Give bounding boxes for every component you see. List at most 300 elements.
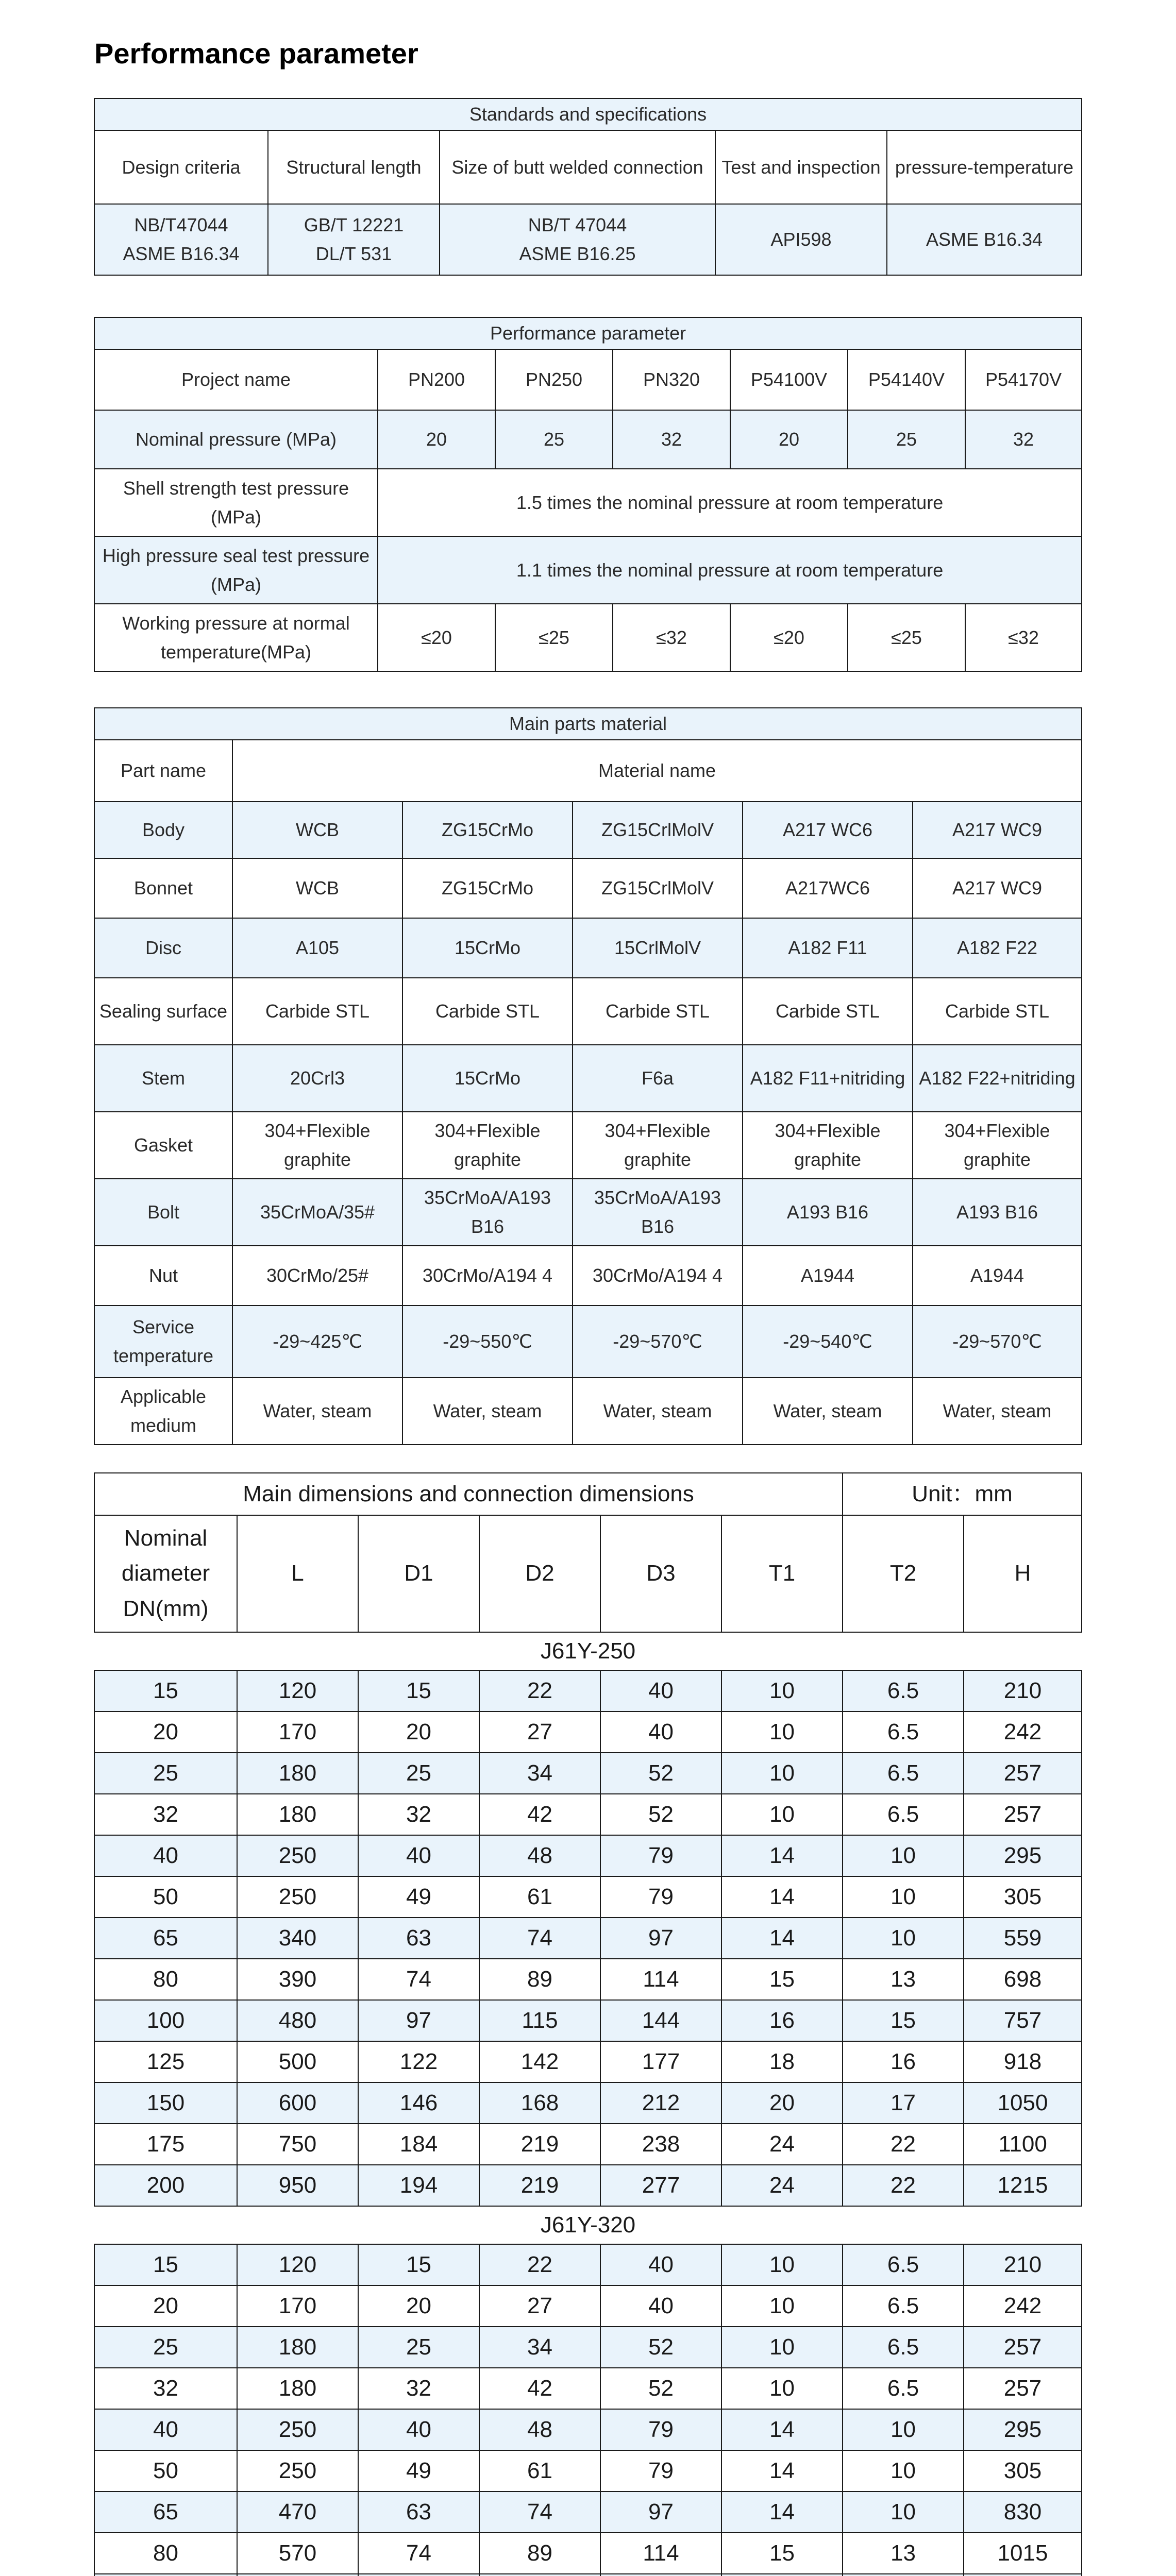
material-value: 30CrMo/A194 4 xyxy=(402,1246,573,1306)
working-pressure-value: ≤25 xyxy=(848,604,965,671)
material-value: 304+Flexible graphite xyxy=(913,1112,1082,1179)
material-value: ZG15CrMo xyxy=(402,802,573,858)
dimension-cell: 20 xyxy=(94,1711,237,1753)
dimension-cell: 32 xyxy=(94,2368,237,2409)
material-name-label: Material name xyxy=(232,740,1082,802)
dimension-cell: 13 xyxy=(843,2533,964,2574)
dimension-cell: 219 xyxy=(479,2124,600,2165)
material-value: A217 WC6 xyxy=(743,802,913,858)
material-value: Carbide STL xyxy=(913,978,1082,1045)
dimension-cell: 50 xyxy=(94,1876,237,1918)
dimension-cell: 250 xyxy=(237,2450,358,2492)
dimension-cell: 79 xyxy=(600,1835,721,1876)
dimension-cell xyxy=(843,2574,964,2576)
dimension-cell: 6.5 xyxy=(843,1753,964,1794)
dimension-cell: 24 xyxy=(721,2165,843,2206)
table-row xyxy=(94,1918,1082,1959)
dimension-cell: 97 xyxy=(600,1918,721,1959)
dimension-cell: 6.5 xyxy=(843,1794,964,1835)
part-name: Gasket xyxy=(94,1112,232,1179)
dimension-cell: 22 xyxy=(479,1670,600,1711)
dimension-cell: 10 xyxy=(721,1794,843,1835)
dimension-cell: 170 xyxy=(237,1711,358,1753)
project-name-label: Project name xyxy=(94,349,378,410)
unit-label: Unit：mm xyxy=(843,1473,1082,1515)
dimension-cell: 52 xyxy=(600,2368,721,2409)
dimension-header: L xyxy=(237,1515,358,1632)
material-value: 304+Flexible graphite xyxy=(402,1112,573,1179)
dimension-cell: 238 xyxy=(600,2124,721,2165)
performance-table xyxy=(94,317,1082,672)
dimension-cell xyxy=(964,2574,1082,2576)
dimension-header: Nominal diameter DN(mm) xyxy=(94,1515,237,1632)
dimensions-title: Main dimensions and connection dimensions xyxy=(94,1473,843,1515)
table-row xyxy=(94,2368,1082,2409)
dimension-cell: 10 xyxy=(721,2285,843,2327)
dimension-cell: 125 xyxy=(94,2041,237,2082)
dimension-cell: 14 xyxy=(721,2409,843,2450)
table-row xyxy=(94,2450,1082,2492)
table-row xyxy=(94,1959,1082,2000)
dimension-cell: 49 xyxy=(358,1876,479,1918)
dimension-cell: 295 xyxy=(964,1835,1082,1876)
dimension-cell: 79 xyxy=(600,2450,721,2492)
material-value: 304+Flexible graphite xyxy=(232,1112,402,1179)
standards-header: Structural length xyxy=(268,130,440,204)
dimension-cell: 830 xyxy=(964,2492,1082,2533)
dimension-cell: 15 xyxy=(358,2244,479,2285)
table-row xyxy=(94,1670,1082,1711)
dimension-cell: 600 xyxy=(237,2082,358,2124)
model-header: PN320 xyxy=(613,349,730,410)
dimension-cell: 500 xyxy=(237,2041,358,2082)
dimension-cell: 89 xyxy=(479,2533,600,2574)
dimension-cell: 144 xyxy=(600,2000,721,2041)
dimension-cell: 6.5 xyxy=(843,1711,964,1753)
dimension-cell: 295 xyxy=(964,2409,1082,2450)
table-row xyxy=(94,1876,1082,1918)
material-value: Carbide STL xyxy=(402,978,573,1045)
dimension-cell: 32 xyxy=(94,1794,237,1835)
material-value: 20Crl3 xyxy=(232,1045,402,1112)
dimension-cell: 14 xyxy=(721,1876,843,1918)
dimension-cell: 14 xyxy=(721,1918,843,1959)
dimension-cell: 698 xyxy=(964,1959,1082,2000)
dimension-cell: 16 xyxy=(843,2041,964,2082)
dimension-cell: 950 xyxy=(237,2165,358,2206)
dimension-cell: 257 xyxy=(964,2327,1082,2368)
dimension-cell: 120 xyxy=(237,2244,358,2285)
part-name: Sealing surface xyxy=(94,978,232,1045)
dimension-cell: 100 xyxy=(94,2000,237,2041)
nominal-pressure-value: 25 xyxy=(495,410,613,469)
dimension-cell: 10 xyxy=(843,1835,964,1876)
nominal-pressure-value: 25 xyxy=(848,410,965,469)
part-name-label: Part name xyxy=(94,740,232,802)
dimension-cell: 242 xyxy=(964,2285,1082,2327)
dimension-cell: 34 xyxy=(479,2327,600,2368)
dimension-cell: 10 xyxy=(721,2244,843,2285)
working-pressure-value: ≤25 xyxy=(495,604,613,671)
dimension-cell: 74 xyxy=(479,1918,600,1959)
dimension-cell: 40 xyxy=(600,2285,721,2327)
standards-title: Standards and specifications xyxy=(94,98,1082,130)
material-value: WCB xyxy=(232,858,402,918)
dimension-header: D2 xyxy=(479,1515,600,1632)
nominal-pressure-value: 32 xyxy=(965,410,1082,469)
material-value: ZG15CrMo xyxy=(402,858,573,918)
dimension-cell: 74 xyxy=(358,1959,479,2000)
standards-header: pressure-temperature xyxy=(887,130,1082,204)
dimension-cell: 27 xyxy=(479,2285,600,2327)
dimension-cell: 48 xyxy=(479,2409,600,2450)
dimension-cell: 34 xyxy=(479,1753,600,1794)
standards-value: GB/T 12221 DL/T 531 xyxy=(268,204,440,275)
dimension-cell: 6.5 xyxy=(843,2368,964,2409)
table-row xyxy=(94,2244,1082,2285)
materials-title: Main parts material xyxy=(94,708,1082,740)
standards-value: NB/T47044 ASME B16.34 xyxy=(94,204,268,275)
dimension-cell: 52 xyxy=(600,1753,721,1794)
dimensions-body xyxy=(94,1632,1082,2576)
dimension-cell: 40 xyxy=(358,1835,479,1876)
dimension-cell: 918 xyxy=(964,2041,1082,2082)
material-value: Water, steam xyxy=(232,1378,402,1445)
standards-header: Size of butt welded connection xyxy=(440,130,715,204)
dimension-cell: 27 xyxy=(479,1711,600,1753)
dimension-cell: 305 xyxy=(964,2450,1082,2492)
seal-test-value: 1.1 times the nominal pressure at room temperature xyxy=(378,536,1082,604)
dimension-cell: 63 xyxy=(358,2492,479,2533)
standards-value: NB/T 47044 ASME B16.25 xyxy=(440,204,715,275)
dimension-cell: 142 xyxy=(479,2041,600,2082)
dimension-cell: 10 xyxy=(843,2450,964,2492)
material-value: A105 xyxy=(232,918,402,978)
performance-title: Performance parameter xyxy=(94,317,1082,349)
dimension-cell: 750 xyxy=(237,2124,358,2165)
material-value: 35CrMoA/A193 B16 xyxy=(402,1179,573,1246)
material-value: Water, steam xyxy=(402,1378,573,1445)
dimension-cell: 20 xyxy=(358,2285,479,2327)
dimension-header: T2 xyxy=(843,1515,964,1632)
dimension-cell: 97 xyxy=(358,2000,479,2041)
dimension-cell: 10 xyxy=(843,1918,964,1959)
dimension-header: D1 xyxy=(358,1515,479,1632)
dimension-cell: 1100 xyxy=(964,2124,1082,2165)
dimension-cell: 177 xyxy=(600,2041,721,2082)
material-value: 304+Flexible graphite xyxy=(743,1112,913,1179)
dimension-cell xyxy=(94,2574,237,2576)
dimension-cell: 79 xyxy=(600,1876,721,1918)
nominal-pressure-value: 20 xyxy=(730,410,848,469)
dimension-cell: 22 xyxy=(843,2124,964,2165)
table-row xyxy=(94,2492,1082,2533)
dimension-cell: 242 xyxy=(964,1711,1082,1753)
dimension-cell: 25 xyxy=(358,1753,479,1794)
dimension-cell: 757 xyxy=(964,2000,1082,2041)
dimension-cell xyxy=(721,2574,843,2576)
dimension-cell: 10 xyxy=(721,1711,843,1753)
material-value: -29~570℃ xyxy=(573,1306,743,1378)
dimension-cell: 79 xyxy=(600,2409,721,2450)
dimension-cell: 20 xyxy=(94,2285,237,2327)
standards-table xyxy=(94,98,1082,276)
material-value: 35CrMoA/35# xyxy=(232,1179,402,1246)
material-value: Water, steam xyxy=(743,1378,913,1445)
dimension-cell: 49 xyxy=(358,2450,479,2492)
dimension-cell: 22 xyxy=(843,2165,964,2206)
model-header: PN200 xyxy=(378,349,495,410)
table-row xyxy=(94,1753,1082,1794)
dimension-cell: 114 xyxy=(600,2533,721,2574)
dimension-cell: 40 xyxy=(600,1670,721,1711)
dimension-cell: 175 xyxy=(94,2124,237,2165)
dimension-cell: 150 xyxy=(94,2082,237,2124)
nominal-pressure-value: 32 xyxy=(613,410,730,469)
nominal-pressure-value: 20 xyxy=(378,410,495,469)
dimension-cell: 15 xyxy=(94,1670,237,1711)
material-value: A182 F11 xyxy=(743,918,913,978)
material-value: A1944 xyxy=(743,1246,913,1306)
dimension-cell: 52 xyxy=(600,1794,721,1835)
model-subheader: J61Y-320 xyxy=(94,2206,1082,2244)
dimension-cell xyxy=(237,2574,358,2576)
dimension-cell: 212 xyxy=(600,2082,721,2124)
dimension-cell: 10 xyxy=(843,1876,964,1918)
material-value: 30CrMo/A194 4 xyxy=(573,1246,743,1306)
material-value: -29~570℃ xyxy=(913,1306,1082,1378)
dimension-cell: 97 xyxy=(600,2492,721,2533)
dimension-cell: 15 xyxy=(721,1959,843,2000)
table-row xyxy=(94,2574,1082,2576)
dimension-cell: 42 xyxy=(479,1794,600,1835)
dimension-cell: 32 xyxy=(358,1794,479,1835)
dimension-cell: 470 xyxy=(237,2492,358,2533)
shell-test-value: 1.5 times the nominal pressure at room temperature xyxy=(378,469,1082,536)
dimension-cell: 10 xyxy=(843,2492,964,2533)
dimension-cell: 61 xyxy=(479,1876,600,1918)
dimension-cell: 180 xyxy=(237,1794,358,1835)
page-title: Performance parameter xyxy=(94,37,418,70)
part-name: Bolt xyxy=(94,1179,232,1246)
part-name: Service temperature xyxy=(94,1306,232,1378)
material-value: ZG15CrlMolV xyxy=(573,802,743,858)
dimension-cell: 48 xyxy=(479,1835,600,1876)
dimension-cell xyxy=(600,2574,721,2576)
dimension-cell: 6.5 xyxy=(843,2327,964,2368)
dimension-cell: 180 xyxy=(237,2327,358,2368)
material-value: 35CrMoA/A193 B16 xyxy=(573,1179,743,1246)
material-value: Water, steam xyxy=(913,1378,1082,1445)
material-value: Carbide STL xyxy=(573,978,743,1045)
material-value: A193 B16 xyxy=(743,1179,913,1246)
dimension-cell: 63 xyxy=(358,1918,479,1959)
material-value: 30CrMo/25# xyxy=(232,1246,402,1306)
table-row xyxy=(94,2082,1082,2124)
dimension-cell: 14 xyxy=(721,2450,843,2492)
model-header: P54100V xyxy=(730,349,848,410)
dimension-cell: 32 xyxy=(358,2368,479,2409)
dimension-cell: 219 xyxy=(479,2165,600,2206)
part-name: Bonnet xyxy=(94,858,232,918)
material-value: A217WC6 xyxy=(743,858,913,918)
dimension-header: T1 xyxy=(721,1515,843,1632)
materials-table xyxy=(94,707,1082,1445)
dimension-cell: 40 xyxy=(600,1711,721,1753)
table-row xyxy=(94,2124,1082,2165)
dimension-cell xyxy=(479,2574,600,2576)
dimension-cell: 1050 xyxy=(964,2082,1082,2124)
dimension-cell: 52 xyxy=(600,2327,721,2368)
dimension-cell: 40 xyxy=(94,2409,237,2450)
material-value: A182 F22+nitriding xyxy=(913,1045,1082,1112)
dimension-cell: 10 xyxy=(721,2327,843,2368)
nominal-pressure-label: Nominal pressure (MPa) xyxy=(94,410,378,469)
table-row xyxy=(94,1794,1082,1835)
dimension-cell: 250 xyxy=(237,1835,358,1876)
dimension-cell: 1015 xyxy=(964,2533,1082,2574)
standards-value: API598 xyxy=(715,204,887,275)
dimension-cell: 80 xyxy=(94,2533,237,2574)
dimension-cell: 25 xyxy=(94,1753,237,1794)
table-row xyxy=(94,2327,1082,2368)
dimensions-table xyxy=(94,1472,1082,2576)
table-row xyxy=(94,1835,1082,1876)
dimension-cell: 170 xyxy=(237,2285,358,2327)
dimension-cell: 15 xyxy=(94,2244,237,2285)
dimension-cell: 180 xyxy=(237,1753,358,1794)
dimension-cell: 24 xyxy=(721,2124,843,2165)
dimension-cell: 257 xyxy=(964,2368,1082,2409)
material-value: WCB xyxy=(232,802,402,858)
model-subheader: J61Y-250 xyxy=(94,1632,1082,1670)
dimension-cell: 250 xyxy=(237,1876,358,1918)
dimension-cell: 340 xyxy=(237,1918,358,1959)
standards-value: ASME B16.34 xyxy=(887,204,1082,275)
material-value: A182 F22 xyxy=(913,918,1082,978)
working-pressure-value: ≤20 xyxy=(730,604,848,671)
material-value: A1944 xyxy=(913,1246,1082,1306)
dimension-cell: 17 xyxy=(843,2082,964,2124)
dimension-cell: 114 xyxy=(600,1959,721,2000)
dimension-cell: 14 xyxy=(721,2492,843,2533)
material-value: 15CrMo xyxy=(402,918,573,978)
dimension-cell: 15 xyxy=(358,1670,479,1711)
dimension-cell: 277 xyxy=(600,2165,721,2206)
working-pressure-value: ≤20 xyxy=(378,604,495,671)
dimension-cell: 122 xyxy=(358,2041,479,2082)
dimension-cell: 20 xyxy=(358,1711,479,1753)
table-row xyxy=(94,2165,1082,2206)
part-name: Body xyxy=(94,802,232,858)
material-value: Carbide STL xyxy=(743,978,913,1045)
material-value: -29~550℃ xyxy=(402,1306,573,1378)
dimension-cell: 18 xyxy=(721,2041,843,2082)
dimension-cell: 570 xyxy=(237,2533,358,2574)
dimension-header: H xyxy=(964,1515,1082,1632)
dimension-cell: 22 xyxy=(479,2244,600,2285)
part-name: Applicable medium xyxy=(94,1378,232,1445)
dimension-cell: 16 xyxy=(721,2000,843,2041)
dimension-cell: 120 xyxy=(237,1670,358,1711)
table-row xyxy=(94,1711,1082,1753)
shell-test-label: Shell strength test pressure (MPa) xyxy=(94,469,378,536)
dimension-cell: 210 xyxy=(964,2244,1082,2285)
material-value: 15CrMo xyxy=(402,1045,573,1112)
dimension-cell: 10 xyxy=(721,1753,843,1794)
dimension-cell: 168 xyxy=(479,2082,600,2124)
table-row xyxy=(94,2285,1082,2327)
dimension-cell: 40 xyxy=(358,2409,479,2450)
dimension-cell: 6.5 xyxy=(843,2285,964,2327)
dimension-cell: 194 xyxy=(358,2165,479,2206)
dimension-cell: 42 xyxy=(479,2368,600,2409)
dimension-cell: 15 xyxy=(721,2533,843,2574)
material-value: F6a xyxy=(573,1045,743,1112)
material-value: -29~425℃ xyxy=(232,1306,402,1378)
model-header: P54170V xyxy=(965,349,1082,410)
table-row xyxy=(94,2000,1082,2041)
dimension-cell: 15 xyxy=(843,2000,964,2041)
material-value: -29~540℃ xyxy=(743,1306,913,1378)
dimension-cell: 1215 xyxy=(964,2165,1082,2206)
dimension-cell: 25 xyxy=(358,2327,479,2368)
part-name: Stem xyxy=(94,1045,232,1112)
table-row xyxy=(94,2533,1082,2574)
dimension-cell: 61 xyxy=(479,2450,600,2492)
dimension-cell: 14 xyxy=(721,1835,843,1876)
part-name: Disc xyxy=(94,918,232,978)
material-value: Carbide STL xyxy=(232,978,402,1045)
table-row xyxy=(94,2041,1082,2082)
material-value: ZG15CrlMolV xyxy=(573,858,743,918)
dimension-cell: 74 xyxy=(358,2533,479,2574)
dimension-cell: 250 xyxy=(237,2409,358,2450)
dimension-cell: 40 xyxy=(600,2244,721,2285)
dimension-cell: 305 xyxy=(964,1876,1082,1918)
table-row xyxy=(94,2409,1082,2450)
dimension-cell: 80 xyxy=(94,1959,237,2000)
dimension-cell: 74 xyxy=(479,2492,600,2533)
material-value: A193 B16 xyxy=(913,1179,1082,1246)
dimension-cell: 40 xyxy=(94,1835,237,1876)
dimension-cell: 65 xyxy=(94,1918,237,1959)
material-value: A182 F11+nitriding xyxy=(743,1045,913,1112)
dimension-cell: 146 xyxy=(358,2082,479,2124)
dimension-cell: 50 xyxy=(94,2450,237,2492)
working-pressure-label: Working pressure at normal temperature(MPa) xyxy=(94,604,378,671)
dimension-cell: 10 xyxy=(721,2368,843,2409)
dimension-cell: 480 xyxy=(237,2000,358,2041)
dimension-cell: 559 xyxy=(964,1918,1082,1959)
dimension-cell: 200 xyxy=(94,2165,237,2206)
dimension-cell: 10 xyxy=(721,1670,843,1711)
dimension-cell: 65 xyxy=(94,2492,237,2533)
dimension-cell xyxy=(358,2574,479,2576)
dimension-cell: 6.5 xyxy=(843,1670,964,1711)
dimension-cell: 25 xyxy=(94,2327,237,2368)
dimension-cell: 115 xyxy=(479,2000,600,2041)
working-pressure-value: ≤32 xyxy=(613,604,730,671)
model-header: PN250 xyxy=(495,349,613,410)
dimension-cell: 10 xyxy=(843,2409,964,2450)
working-pressure-value: ≤32 xyxy=(965,604,1082,671)
dimension-cell: 13 xyxy=(843,1959,964,2000)
material-value: A217 WC9 xyxy=(913,858,1082,918)
dimension-cell: 184 xyxy=(358,2124,479,2165)
dimension-cell: 180 xyxy=(237,2368,358,2409)
standards-header: Test and inspection xyxy=(715,130,887,204)
